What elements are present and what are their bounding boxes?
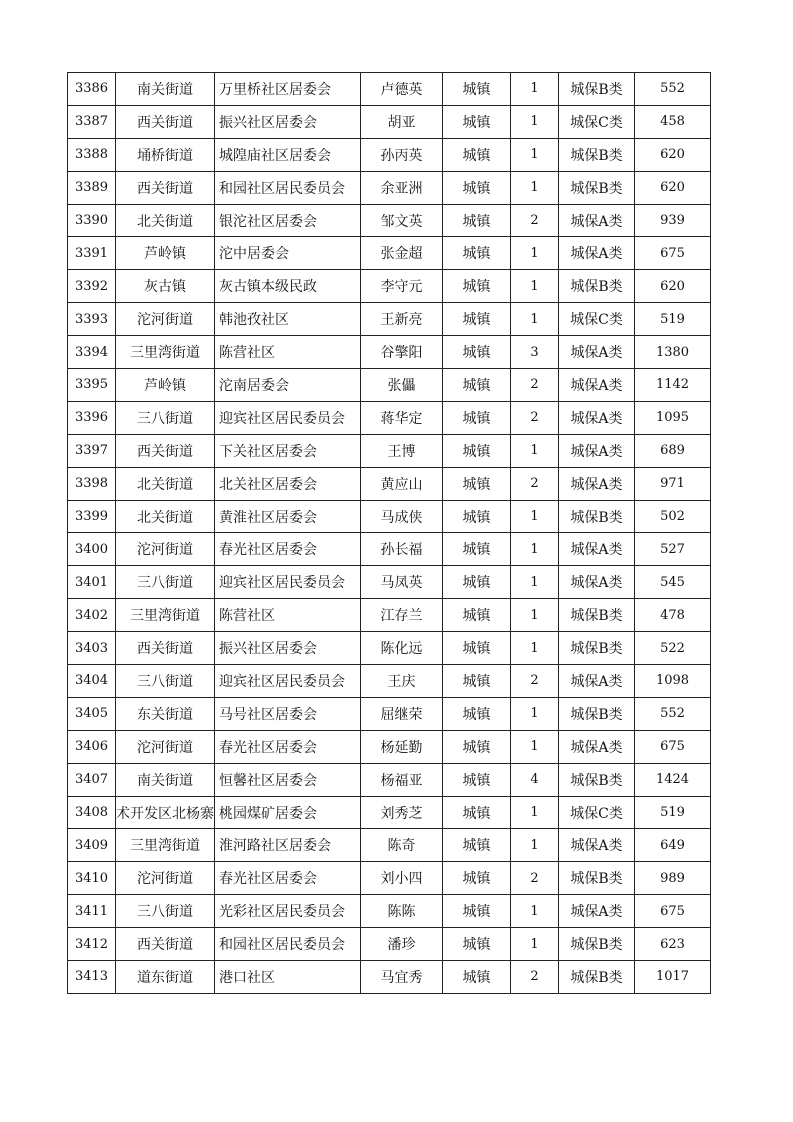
cell-person-name: 孙长福	[361, 533, 443, 566]
table-body	[68, 73, 711, 994]
cell-community: 光彩社区居民委员会	[215, 895, 361, 928]
cell-household-type: 城镇	[443, 336, 511, 369]
cell-household-type: 城镇	[443, 697, 511, 730]
cell-category: 城保B类	[559, 138, 635, 171]
cell-person-name: 马宜秀	[361, 961, 443, 994]
cell-community: 振兴社区居委会	[215, 632, 361, 665]
cell-person-name: 刘小四	[361, 862, 443, 895]
cell-member-count: 4	[511, 763, 559, 796]
cell-member-count: 1	[511, 796, 559, 829]
cell-serial-number: 3404	[68, 665, 116, 698]
cell-community: 春光社区居委会	[215, 730, 361, 763]
cell-person-name: 李守元	[361, 270, 443, 303]
cell-person-name: 刘秀芝	[361, 796, 443, 829]
cell-community: 万里桥社区居委会	[215, 73, 361, 106]
cell-person-name: 蒋华定	[361, 401, 443, 434]
cell-amount: 502	[635, 500, 711, 533]
cell-member-count: 1	[511, 533, 559, 566]
cell-amount: 675	[635, 730, 711, 763]
cell-community: 北关社区居委会	[215, 467, 361, 500]
table-row	[68, 434, 711, 467]
cell-street: 三八街道	[116, 401, 215, 434]
cell-amount: 519	[635, 796, 711, 829]
cell-community: 港口社区	[215, 961, 361, 994]
cell-serial-number: 3400	[68, 533, 116, 566]
cell-member-count: 1	[511, 73, 559, 106]
cell-category: 城保A类	[559, 566, 635, 599]
cell-category: 城保B类	[559, 599, 635, 632]
cell-street: 沱河街道	[116, 862, 215, 895]
table-row	[68, 763, 711, 796]
cell-street: 北关街道	[116, 204, 215, 237]
cell-serial-number: 3388	[68, 138, 116, 171]
cell-serial-number: 3411	[68, 895, 116, 928]
cell-serial-number: 3394	[68, 336, 116, 369]
cell-street: 三八街道	[116, 566, 215, 599]
table-row	[68, 303, 711, 336]
cell-member-count: 2	[511, 401, 559, 434]
cell-street: 沱河街道	[116, 533, 215, 566]
cell-amount: 1095	[635, 401, 711, 434]
cell-community: 春光社区居委会	[215, 533, 361, 566]
cell-category: 城保A类	[559, 237, 635, 270]
cell-serial-number: 3399	[68, 500, 116, 533]
table-row	[68, 895, 711, 928]
cell-community: 马号社区居委会	[215, 697, 361, 730]
cell-amount: 519	[635, 303, 711, 336]
cell-household-type: 城镇	[443, 434, 511, 467]
cell-category: 城保B类	[559, 763, 635, 796]
cell-amount: 675	[635, 237, 711, 270]
cell-street: 西关街道	[116, 171, 215, 204]
cell-amount: 620	[635, 138, 711, 171]
cell-category: 城保A类	[559, 369, 635, 402]
cell-category: 城保A类	[559, 665, 635, 698]
cell-member-count: 1	[511, 566, 559, 599]
cell-community: 黄淮社区居委会	[215, 500, 361, 533]
cell-household-type: 城镇	[443, 171, 511, 204]
cell-household-type: 城镇	[443, 862, 511, 895]
table-row	[68, 369, 711, 402]
cell-street: 西关街道	[116, 434, 215, 467]
cell-member-count: 1	[511, 895, 559, 928]
cell-household-type: 城镇	[443, 467, 511, 500]
cell-street: 芦岭镇	[116, 237, 215, 270]
cell-person-name: 陈陈	[361, 895, 443, 928]
cell-person-name: 杨福亚	[361, 763, 443, 796]
cell-serial-number: 3408	[68, 796, 116, 829]
cell-person-name: 王庆	[361, 665, 443, 698]
cell-category: 城保B类	[559, 961, 635, 994]
cell-category: 城保B类	[559, 632, 635, 665]
cell-member-count: 1	[511, 105, 559, 138]
cell-serial-number: 3387	[68, 105, 116, 138]
cell-category: 城保A类	[559, 895, 635, 928]
cell-street: 西关街道	[116, 632, 215, 665]
cell-member-count: 1	[511, 697, 559, 730]
cell-household-type: 城镇	[443, 303, 511, 336]
cell-member-count: 2	[511, 369, 559, 402]
cell-community: 淮河路社区居委会	[215, 829, 361, 862]
cell-person-name: 陈化远	[361, 632, 443, 665]
table-row	[68, 928, 711, 961]
cell-member-count: 1	[511, 928, 559, 961]
cell-amount: 620	[635, 171, 711, 204]
cell-household-type: 城镇	[443, 105, 511, 138]
cell-amount: 989	[635, 862, 711, 895]
cell-street: 三八街道	[116, 895, 215, 928]
cell-amount: 545	[635, 566, 711, 599]
cell-person-name: 陈奇	[361, 829, 443, 862]
cell-serial-number: 3405	[68, 697, 116, 730]
cell-community: 陈营社区	[215, 336, 361, 369]
cell-serial-number: 3395	[68, 369, 116, 402]
cell-household-type: 城镇	[443, 401, 511, 434]
cell-street: 芦岭镇	[116, 369, 215, 402]
table-row	[68, 204, 711, 237]
cell-serial-number: 3410	[68, 862, 116, 895]
cell-household-type: 城镇	[443, 665, 511, 698]
cell-person-name: 胡亚	[361, 105, 443, 138]
cell-category: 城保A类	[559, 467, 635, 500]
cell-amount: 649	[635, 829, 711, 862]
cell-community: 沱南居委会	[215, 369, 361, 402]
cell-serial-number: 3396	[68, 401, 116, 434]
cell-community: 银沱社区居委会	[215, 204, 361, 237]
table-row	[68, 862, 711, 895]
cell-street: 西关街道	[116, 928, 215, 961]
cell-amount: 458	[635, 105, 711, 138]
cell-community: 下关社区居委会	[215, 434, 361, 467]
table-row	[68, 73, 711, 106]
cell-household-type: 城镇	[443, 270, 511, 303]
table-row	[68, 566, 711, 599]
cell-category: 城保A类	[559, 829, 635, 862]
cell-community: 迎宾社区居民委员会	[215, 401, 361, 434]
cell-member-count: 1	[511, 829, 559, 862]
cell-street: 南关街道	[116, 73, 215, 106]
cell-serial-number: 3413	[68, 961, 116, 994]
table-row	[68, 665, 711, 698]
cell-person-name: 屈继荣	[361, 697, 443, 730]
cell-member-count: 2	[511, 467, 559, 500]
cell-member-count: 2	[511, 961, 559, 994]
cell-household-type: 城镇	[443, 829, 511, 862]
cell-category: 城保A类	[559, 401, 635, 434]
cell-street: 道东街道	[116, 961, 215, 994]
cell-serial-number: 3398	[68, 467, 116, 500]
cell-amount: 522	[635, 632, 711, 665]
cell-household-type: 城镇	[443, 138, 511, 171]
cell-category: 城保A类	[559, 730, 635, 763]
cell-person-name: 谷擎阳	[361, 336, 443, 369]
cell-member-count: 1	[511, 434, 559, 467]
cell-community: 和园社区居民委员会	[215, 171, 361, 204]
cell-household-type: 城镇	[443, 369, 511, 402]
cell-street: 三八街道	[116, 665, 215, 698]
cell-category: 城保C类	[559, 796, 635, 829]
cell-amount: 527	[635, 533, 711, 566]
cell-category: 城保A类	[559, 434, 635, 467]
cell-amount: 478	[635, 599, 711, 632]
cell-household-type: 城镇	[443, 73, 511, 106]
table-row	[68, 599, 711, 632]
cell-serial-number: 3407	[68, 763, 116, 796]
cell-category: 城保B类	[559, 73, 635, 106]
cell-person-name: 杨延勤	[361, 730, 443, 763]
cell-amount: 1142	[635, 369, 711, 402]
table-row	[68, 961, 711, 994]
cell-category: 城保B类	[559, 500, 635, 533]
cell-street: 南关街道	[116, 763, 215, 796]
table-row	[68, 829, 711, 862]
cell-household-type: 城镇	[443, 730, 511, 763]
cell-street: 北关街道	[116, 500, 215, 533]
table-row	[68, 730, 711, 763]
cell-serial-number: 3392	[68, 270, 116, 303]
cell-person-name: 江存兰	[361, 599, 443, 632]
cell-amount: 1098	[635, 665, 711, 698]
cell-street: 沱河街道	[116, 303, 215, 336]
cell-serial-number: 3409	[68, 829, 116, 862]
table-row	[68, 796, 711, 829]
cell-community: 和园社区居民委员会	[215, 928, 361, 961]
cell-community: 恒馨社区居委会	[215, 763, 361, 796]
cell-member-count: 2	[511, 204, 559, 237]
cell-person-name: 潘珍	[361, 928, 443, 961]
cell-category: 城保C类	[559, 303, 635, 336]
cell-street: 灰古镇	[116, 270, 215, 303]
cell-community: 桃园煤矿居委会	[215, 796, 361, 829]
cell-member-count: 2	[511, 665, 559, 698]
cell-amount: 689	[635, 434, 711, 467]
cell-community: 迎宾社区居民委员会	[215, 665, 361, 698]
cell-street: 三里湾街道	[116, 599, 215, 632]
cell-community: 春光社区居委会	[215, 862, 361, 895]
cell-serial-number: 3401	[68, 566, 116, 599]
table-row	[68, 632, 711, 665]
cell-household-type: 城镇	[443, 500, 511, 533]
cell-household-type: 城镇	[443, 928, 511, 961]
cell-serial-number: 3397	[68, 434, 116, 467]
cell-amount: 939	[635, 204, 711, 237]
cell-street: 三里湾街道	[116, 829, 215, 862]
cell-household-type: 城镇	[443, 632, 511, 665]
cell-person-name: 王新亮	[361, 303, 443, 336]
cell-category: 城保A类	[559, 533, 635, 566]
cell-member-count: 1	[511, 599, 559, 632]
cell-amount: 620	[635, 270, 711, 303]
cell-person-name: 邹文英	[361, 204, 443, 237]
cell-amount: 675	[635, 895, 711, 928]
cell-serial-number: 3390	[68, 204, 116, 237]
cell-category: 城保B类	[559, 862, 635, 895]
cell-category: 城保B类	[559, 697, 635, 730]
cell-serial-number: 3386	[68, 73, 116, 106]
cell-street: 东关街道	[116, 697, 215, 730]
table-row	[68, 336, 711, 369]
cell-person-name: 张儡	[361, 369, 443, 402]
cell-serial-number: 3412	[68, 928, 116, 961]
cell-serial-number: 3389	[68, 171, 116, 204]
cell-street: 术开发区北杨寨	[116, 796, 215, 829]
cell-community: 沱中居委会	[215, 237, 361, 270]
cell-category: 城保B类	[559, 171, 635, 204]
cell-community: 灰古镇本级民政	[215, 270, 361, 303]
cell-member-count: 1	[511, 500, 559, 533]
cell-serial-number: 3391	[68, 237, 116, 270]
cell-street: 北关街道	[116, 467, 215, 500]
cell-member-count: 1	[511, 730, 559, 763]
table-row	[68, 237, 711, 270]
cell-serial-number: 3402	[68, 599, 116, 632]
cell-amount: 623	[635, 928, 711, 961]
cell-serial-number: 3406	[68, 730, 116, 763]
cell-household-type: 城镇	[443, 895, 511, 928]
cell-community: 韩池孜社区	[215, 303, 361, 336]
cell-category: 城保A类	[559, 204, 635, 237]
cell-household-type: 城镇	[443, 204, 511, 237]
cell-community: 陈营社区	[215, 599, 361, 632]
recipient-table	[67, 72, 711, 994]
cell-member-count: 1	[511, 138, 559, 171]
cell-person-name: 马成侠	[361, 500, 443, 533]
table-row	[68, 270, 711, 303]
cell-amount: 552	[635, 697, 711, 730]
table-row	[68, 138, 711, 171]
table-row	[68, 171, 711, 204]
cell-amount: 552	[635, 73, 711, 106]
cell-community: 迎宾社区居民委员会	[215, 566, 361, 599]
cell-person-name: 王博	[361, 434, 443, 467]
cell-person-name: 余亚洲	[361, 171, 443, 204]
cell-street: 西关街道	[116, 105, 215, 138]
cell-household-type: 城镇	[443, 763, 511, 796]
cell-amount: 1380	[635, 336, 711, 369]
cell-member-count: 1	[511, 237, 559, 270]
cell-person-name: 卢德英	[361, 73, 443, 106]
cell-member-count: 1	[511, 171, 559, 204]
cell-street: 三里湾街道	[116, 336, 215, 369]
cell-member-count: 2	[511, 862, 559, 895]
cell-category: 城保A类	[559, 336, 635, 369]
cell-category: 城保C类	[559, 105, 635, 138]
table-row	[68, 105, 711, 138]
table-row	[68, 697, 711, 730]
cell-household-type: 城镇	[443, 599, 511, 632]
cell-household-type: 城镇	[443, 237, 511, 270]
cell-member-count: 1	[511, 303, 559, 336]
table-row	[68, 401, 711, 434]
cell-amount: 971	[635, 467, 711, 500]
table-row	[68, 500, 711, 533]
cell-community: 振兴社区居委会	[215, 105, 361, 138]
cell-household-type: 城镇	[443, 533, 511, 566]
table-row	[68, 467, 711, 500]
table-row	[68, 533, 711, 566]
cell-person-name: 张金超	[361, 237, 443, 270]
cell-person-name: 马凤英	[361, 566, 443, 599]
cell-category: 城保B类	[559, 928, 635, 961]
cell-community: 城隍庙社区居委会	[215, 138, 361, 171]
cell-member-count: 3	[511, 336, 559, 369]
cell-person-name: 孙丙英	[361, 138, 443, 171]
cell-street: 沱河街道	[116, 730, 215, 763]
cell-household-type: 城镇	[443, 566, 511, 599]
cell-amount: 1017	[635, 961, 711, 994]
cell-member-count: 1	[511, 270, 559, 303]
cell-street: 埇桥街道	[116, 138, 215, 171]
cell-amount: 1424	[635, 763, 711, 796]
cell-serial-number: 3403	[68, 632, 116, 665]
cell-household-type: 城镇	[443, 961, 511, 994]
cell-serial-number: 3393	[68, 303, 116, 336]
cell-household-type: 城镇	[443, 796, 511, 829]
cell-member-count: 1	[511, 632, 559, 665]
cell-category: 城保B类	[559, 270, 635, 303]
cell-person-name: 黄应山	[361, 467, 443, 500]
